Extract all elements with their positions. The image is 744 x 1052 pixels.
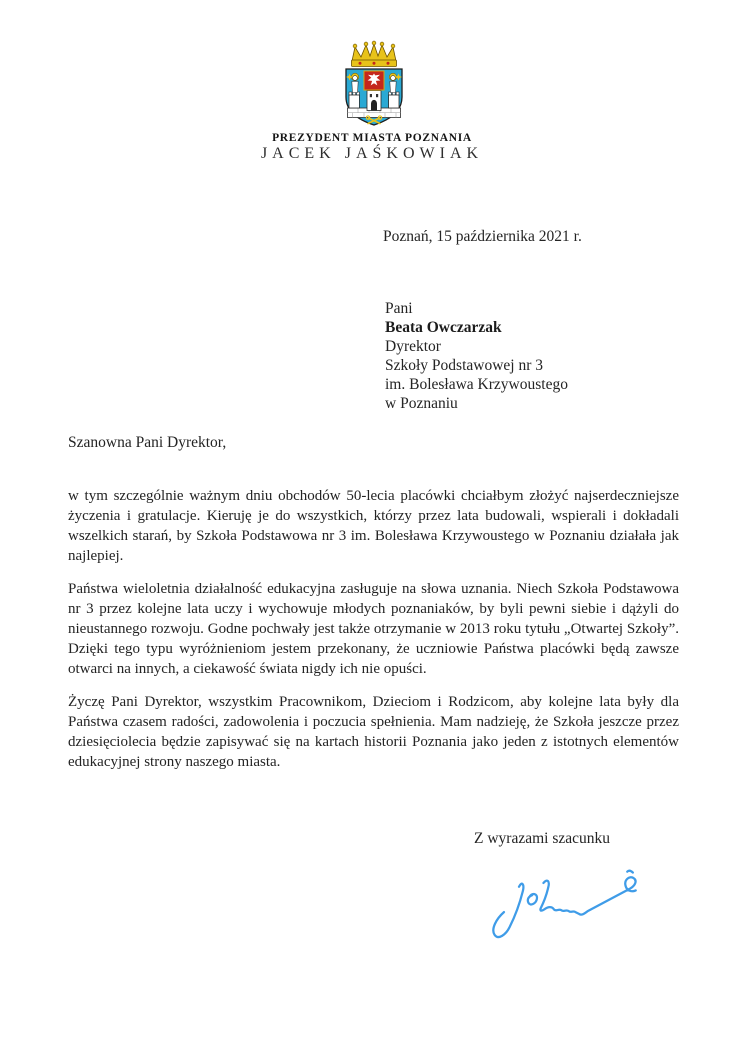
crown-shape <box>352 41 397 66</box>
central-tower-shape <box>367 87 381 111</box>
recipient-institution-line1: Szkoły Podstawowej nr 3 <box>385 357 544 374</box>
poznan-coat-of-arms-icon <box>338 40 410 126</box>
recipient-honorific: Pani <box>385 300 413 317</box>
signature-strokes <box>493 871 635 937</box>
recipient-block <box>385 299 568 413</box>
recipient-title: Dyrektor <box>385 338 441 355</box>
paragraph-2: Państwa wieloletnia działalność edukacyjna zasługuje na słowa uznania. Niech Szkoła Podstawowa nr 3 przez kolejne lata uczy i wychowuje młodych poznaniaków, by byli pewni siebie i dążyli do nieustannego rozwoju. Godne pochwały jest także otrzymanie w 2013 roku tytułu „Otwartej Szkoły”. Dzięki tego typu wyróżnieniom jestem przekonany, że uczniowie Państwa placówki będą zawsze otwarci na innych, a ciekawość świata nigdy ich nie opuści. <box>68 581 679 677</box>
date-line: Poznań, 15 października 2021 r. <box>383 228 582 245</box>
letterhead-office-title: PREZYDENT MIASTA POZNANIA <box>272 132 472 144</box>
recipient-city: w Poznaniu <box>385 395 458 412</box>
recipient-institution-line2: im. Bolesława Krzywoustego <box>385 376 568 393</box>
valediction: Z wyrazami szacunku <box>474 830 610 847</box>
recipient-name: Beata Owczarzak <box>385 319 502 336</box>
paragraph-1: w tym szczególnie ważnym dniu obchodów 50-lecia placówki chciałbym złożyć najserdeczniejsze życzenia i gratulacje. Kieruję je do wszystkich, którzy przez lata budowali, wspierali i dokładali wszelkich starań, by Szkoła Podstawowa nr 3 im. Bolesława Krzywoustego w Poznaniu działała jak najlepiej. <box>68 488 679 564</box>
letterhead-official-name: JACEK JAŚKOWIAK <box>260 145 484 162</box>
eagle-inescutcheon-shape <box>364 71 384 90</box>
handwritten-signature <box>476 866 658 946</box>
letter-body <box>68 486 679 772</box>
paragraph-3: Życzę Pani Dyrektor, wszystkim Pracownikom, Dzieciom i Rodzicom, aby kolejne lata były dla Państwa czasem radości, zadowolenia i poczucia spełnienia. Mam nadzieję, że Szkoła jeszcze przez dziesięciolecia będzie zapisywać się na kartach historii Poznania jako jeden z istotnych elementów edukacyjnej strony naszego miasta. <box>68 694 679 770</box>
salutation: Szanowna Pani Dyrektor, <box>68 434 227 451</box>
